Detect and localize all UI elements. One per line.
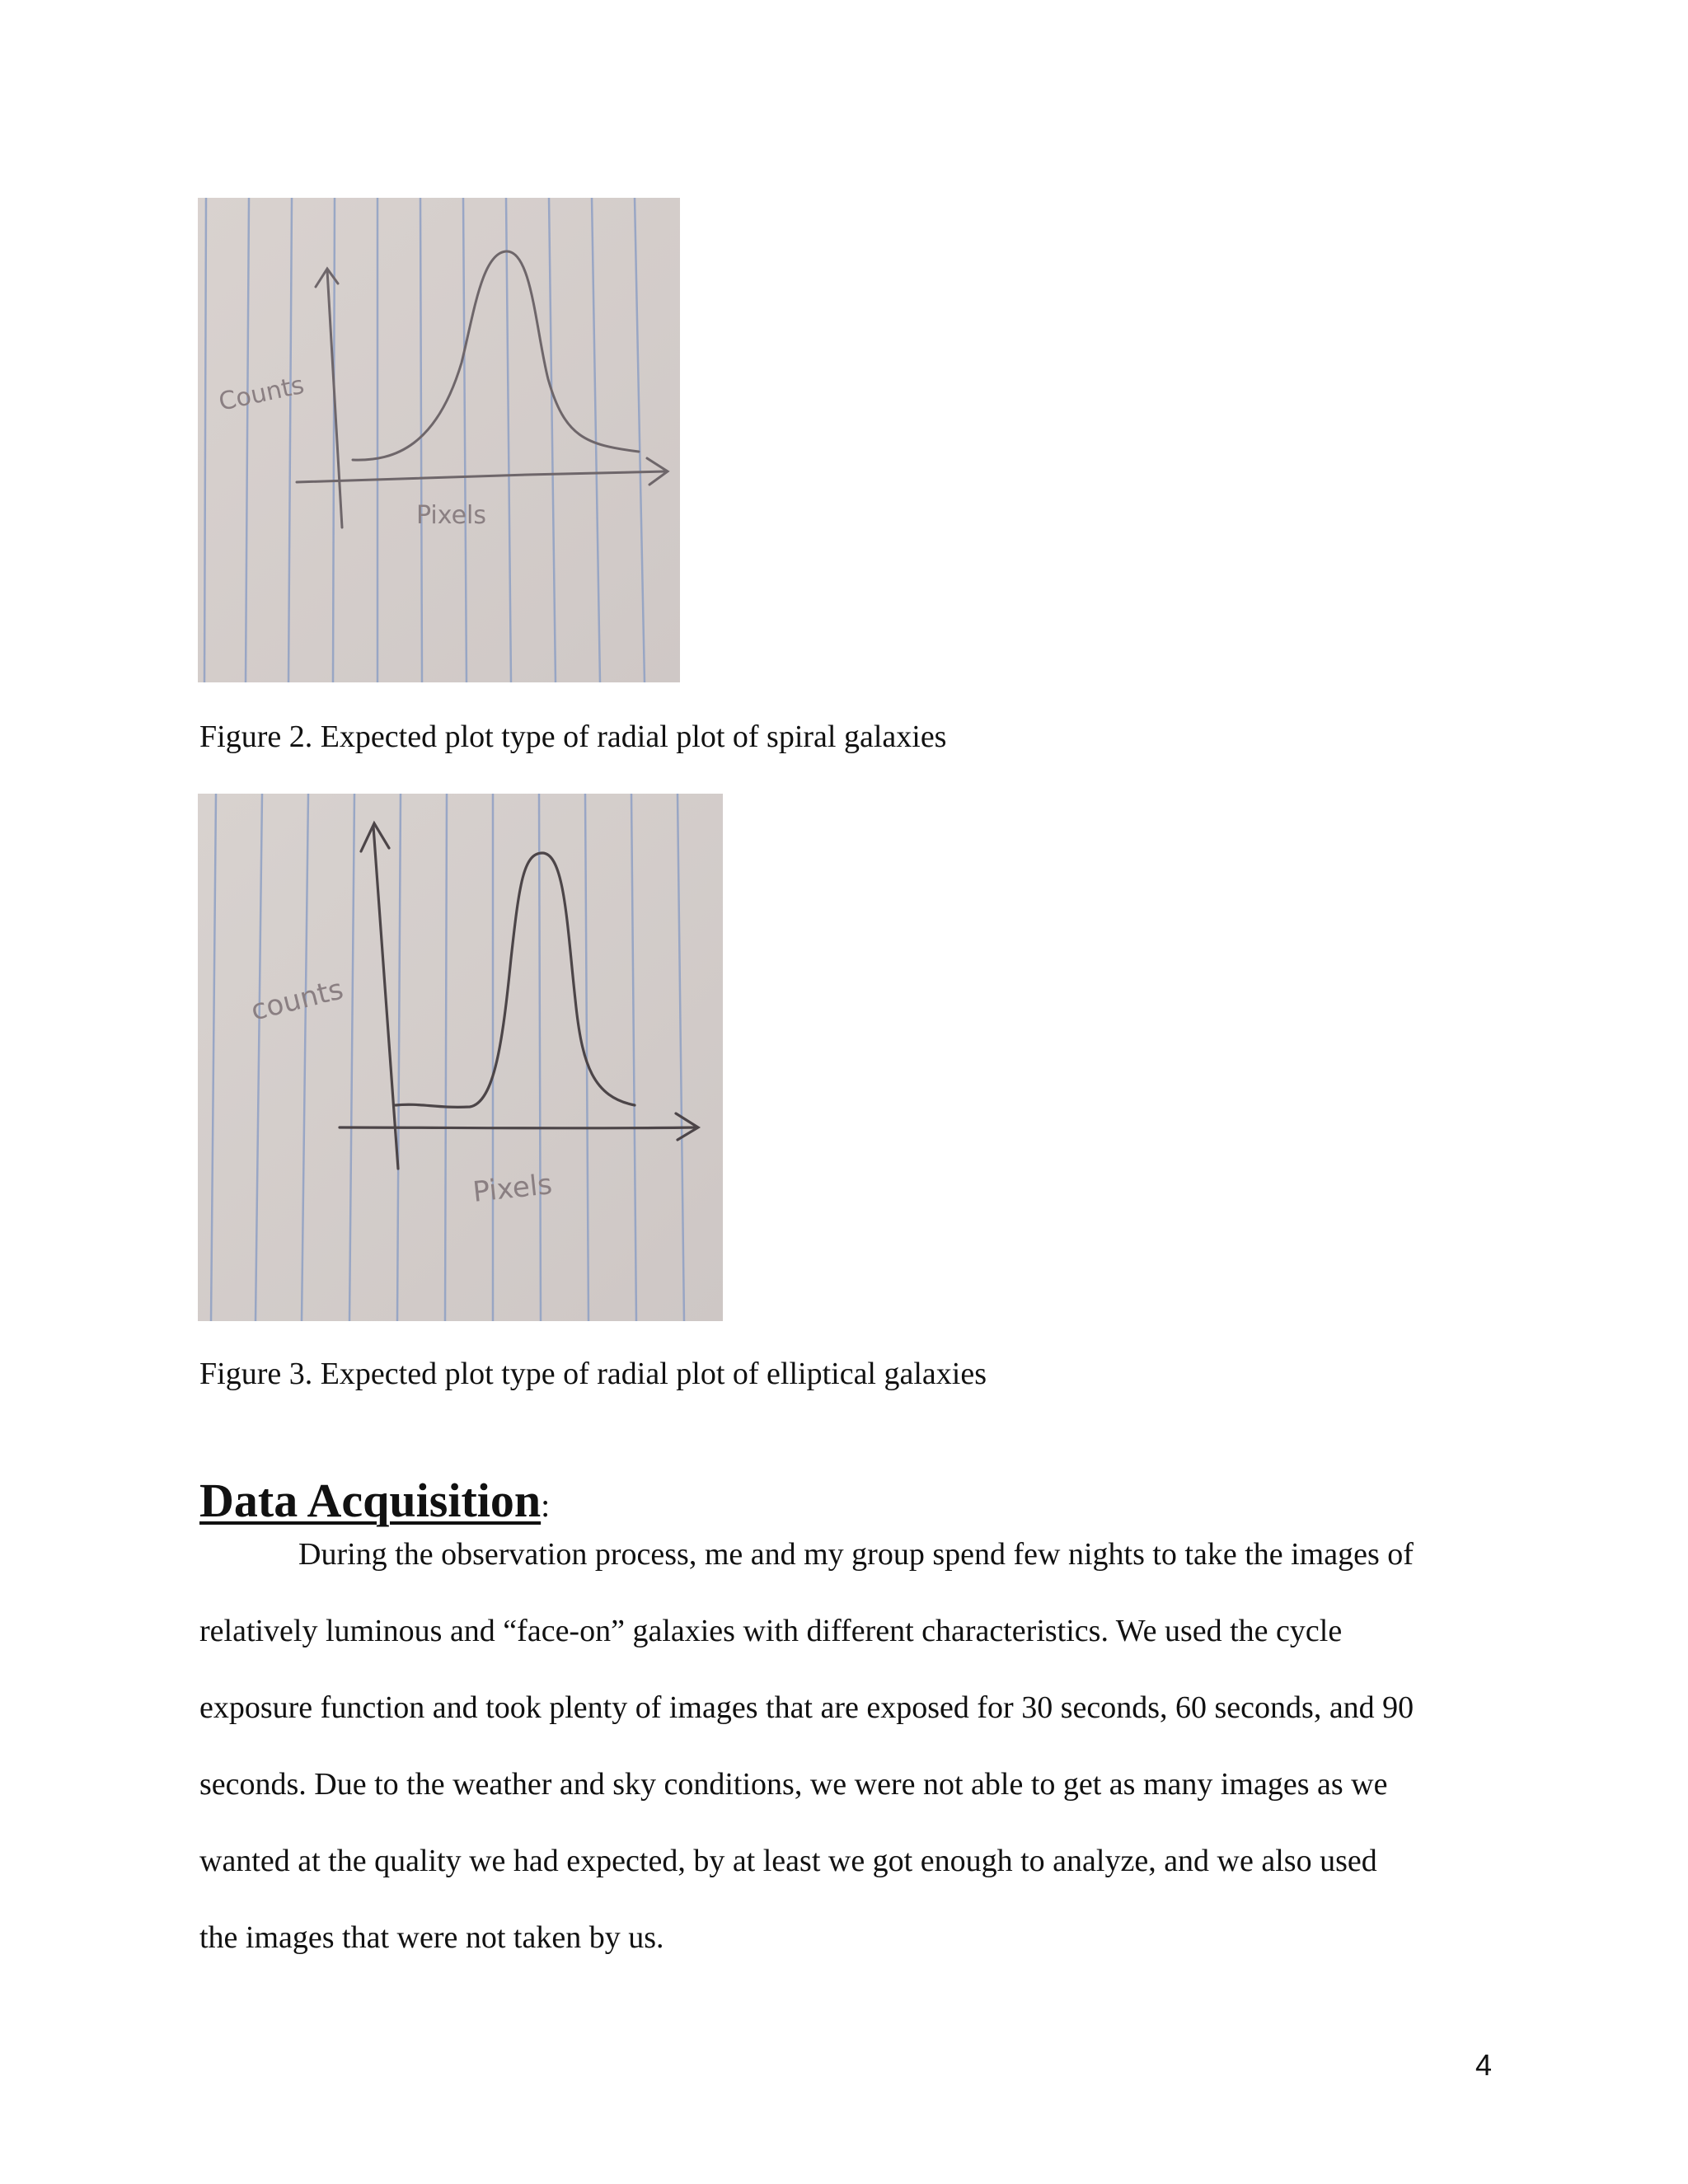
- paragraph-line-5: wanted at the quality we had expected, by at least we got enough to analyze, and we also used: [199, 1844, 1377, 1878]
- paragraph-line-4: seconds. Due to the weather and sky conditions, we were not able to get as many images as we: [199, 1767, 1388, 1802]
- paragraph-line-1: During the observation process, me and my group spend few nights to take the images of: [298, 1537, 1414, 1572]
- svg-text:Counts: Counts: [216, 370, 307, 417]
- paragraph-line-3: exposure function and took plenty of images that are exposed for 30 seconds, 60 seconds, and 90: [199, 1690, 1414, 1725]
- section-heading-colon: :: [541, 1487, 551, 1524]
- figure-2-photo: [198, 198, 680, 682]
- section-heading: [199, 1474, 550, 1533]
- section-heading-text: Data Acquisition: [199, 1474, 542, 1527]
- svg-text:Pixels: Pixels: [416, 501, 487, 530]
- figure-2-sketch: [198, 198, 680, 682]
- svg-text:Pixels: Pixels: [471, 1168, 554, 1209]
- figure-3-sketch: [198, 794, 723, 1321]
- page-number: 4: [1475, 2048, 1493, 2082]
- svg-text:counts: counts: [247, 972, 347, 1028]
- figure-3-caption: Figure 3. Expected plot type of radial plot of elliptical galaxies: [199, 1357, 987, 1391]
- paragraph-line-2: relatively luminous and “face-on” galaxies with different characteristics. We used the cycle: [199, 1614, 1343, 1648]
- paragraph-line-6: the images that were not taken by us.: [199, 1920, 664, 1955]
- figure-3-photo: [198, 794, 723, 1321]
- figure-2-caption: Figure 2. Expected plot type of radial plot of spiral galaxies: [199, 719, 947, 754]
